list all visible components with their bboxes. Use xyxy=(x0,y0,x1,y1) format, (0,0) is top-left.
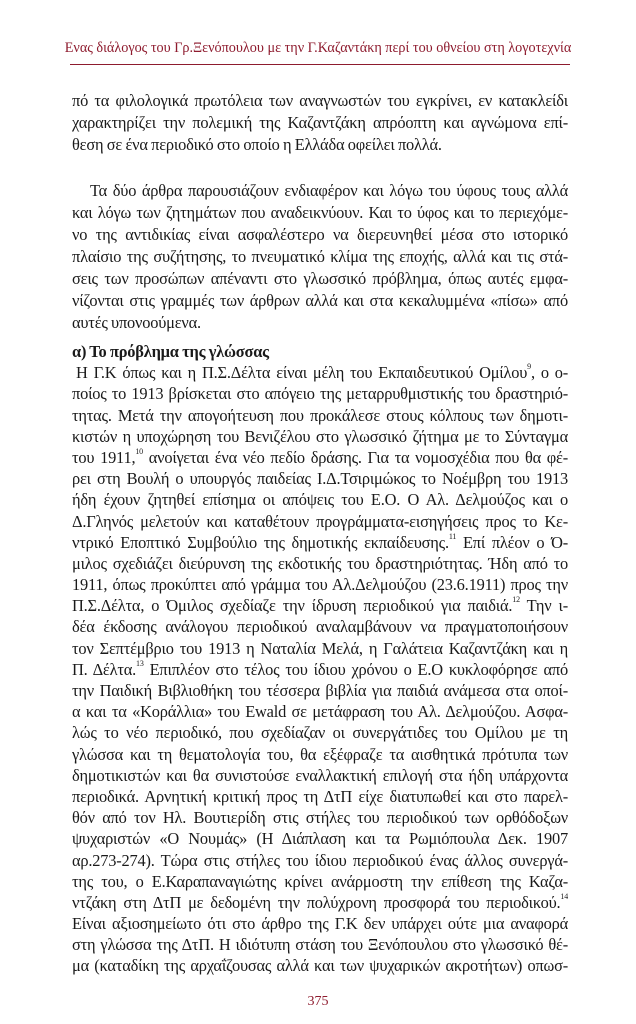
text-run: στη γλώσσα της ΔτΠ. Η ιδιότυπη στάση του Ξενόπουλου στο γλωσσικό θέ- xyxy=(72,935,568,955)
text-line xyxy=(72,744,568,765)
page-number: 375 xyxy=(307,994,329,1009)
text-line xyxy=(72,786,568,807)
text-line xyxy=(72,934,568,955)
text-run: κιστών η υποχώρηση του Βενιζέλου στο γλωσσικό ζήτημα με το Σύνταγμα xyxy=(72,426,568,446)
text-line xyxy=(72,312,568,334)
text-line xyxy=(72,112,568,134)
text-run: θεση σε ένα περιοδικό στο οποίο η Ελλάδα οφείλει πολλά. xyxy=(72,135,442,154)
section-heading: α) Το πρόβλημα της γλώσσας xyxy=(72,342,269,361)
text-run: Π.Σ.Δέλτα, ο Όμιλος σχεδίαζε την ίδρυση περιοδικού για παιδιά. xyxy=(72,596,513,616)
text-line xyxy=(72,90,568,112)
text-run: την Παιδική Βιβλιοθήκη του τέσσερα βιβλία για παιδιά ανάμεσα στα οποί- xyxy=(72,681,568,700)
text-run: ντζάκη στη ΔτΠ με δεδομένη την πολύχρονη προσφορά του περιοδικού. xyxy=(72,892,561,912)
text-line xyxy=(72,447,568,468)
header-rule xyxy=(70,64,570,65)
running-head: Ενας διάλογος του Γρ.Ξενόπουλου με την Γ.Καζαντάκη περί του οθνείου στη λογοτεχνία xyxy=(64,40,572,56)
text-run: Τα δύο άρθρα παρουσιάζουν ενδιαφέρον και λόγω του ύφους τους αλλά xyxy=(90,181,568,200)
text-run: χαρακτηρίζει την πολεμική της Καζαντζάκη απρόοπτη και αγνώμονα επί- xyxy=(72,113,568,132)
text-run: περιοδικά. Αρνητική κριτική προς τη ΔτΠ είχε διατυπωθεί και στο παρελ- xyxy=(72,786,568,806)
text-line xyxy=(72,871,568,892)
footnote-marker: 10 xyxy=(135,446,143,456)
text-line xyxy=(72,511,568,532)
text-line xyxy=(72,489,568,510)
text-run: Είναι αξιοσημείωτο ότι στο άρθρο της Γ.Κ δεν υπάρχει ούτε μια αναφορά xyxy=(72,914,568,934)
text-run: ήδη έχουν ζητηθεί επίσημα οι απόψεις του Ε.Ο. Ο Αλ. Δελμούζος και ο xyxy=(72,490,568,510)
text-line xyxy=(72,680,568,701)
text-run: Επί πλέον ο Ό- xyxy=(456,532,568,552)
text-run: α και τα «Κοράλλια» του Ewald σε μετάφραση του Αλ. Δελμούζου. Ασφα- xyxy=(72,702,568,722)
text-run: δέα έκδοσης ανάλογου περιοδικού αναλαμβάνουν να πραγματοποιήσουν xyxy=(72,617,568,637)
footnote-marker: 12 xyxy=(512,595,520,605)
text-run: , ο ο- xyxy=(530,363,568,383)
text-line xyxy=(72,202,568,224)
text-line xyxy=(72,553,568,574)
text-run: 1911, όπως προκύπτει από γράμμα του Αλ.Δελμούζου (23.6.1911) προς την xyxy=(72,575,568,595)
text-run: αρ.273-274). Τώρα στις στήλες του ίδιου περιοδικού ένας άλλος συνεργά- xyxy=(72,850,568,870)
text-run: νο της αντιδικίας είναι ασφαλέστερο να διερευνηθεί μέσα στο ιστορικό xyxy=(72,225,568,244)
text-line xyxy=(72,701,568,722)
text-run: ντρικό Εποπτικό Συμβούλιο της δημοτικής εκπαίδευσης. xyxy=(72,532,449,552)
text-line xyxy=(72,955,568,976)
text-line xyxy=(72,722,568,743)
text-run: τητας. Μετά την απογοήτευση που προκάλεσε στους κόλπους των δημοτι- xyxy=(72,405,568,425)
text-line xyxy=(72,180,568,202)
text-run: Την ι- xyxy=(519,596,568,616)
text-line xyxy=(72,913,568,934)
text-line xyxy=(72,224,568,246)
text-line xyxy=(72,892,568,913)
text-run: θόν από τον Ηλ. Βουτιερίδη στις στήλες του περιοδικού των ορθόδοξων xyxy=(72,808,568,828)
text-line xyxy=(72,595,568,616)
text-run: Δ.Γληνός μελετούν και καταθέτουν προγράμματα-εισηγήσεις προς το Κε- xyxy=(72,511,568,531)
text-run: ρει στη Βουλή ο υπουργός παιδείας Ι.Δ.Τσιριμώκος το Νοέμβρη του 1913 xyxy=(72,469,568,489)
text-run: νίζονται στις γραμμές των άρθρων αλλά και στα κεκαλυμμένα «πίσω» από xyxy=(72,291,568,310)
paragraph-intro xyxy=(72,180,568,334)
text-run: Π. Δέλτα. xyxy=(72,659,137,679)
text-line xyxy=(72,616,568,637)
text-run: της του, ο Ε.Καραπαναγιώτης κρίνει ανάρμοστη την επίθεση της Καζα- xyxy=(72,871,568,891)
text-line xyxy=(72,638,568,659)
text-line xyxy=(72,850,568,871)
paragraph-continuation xyxy=(72,90,568,156)
text-run: Η Γ.Κ όπως και η Π.Σ.Δέλτα είναι μέλη του Εκπαιδευτικού Ομίλου xyxy=(76,363,528,383)
text-line xyxy=(72,574,568,595)
text-run: Επιπλέον στο τέλος του ίδιου χρόνου ο Ε.Ο κυκλοφόρησε από xyxy=(143,659,568,679)
footnote-marker: 11 xyxy=(448,531,457,541)
text-line xyxy=(72,246,568,268)
text-run: λώς το νέο περιοδικό, που σχεδίαζαν οι συνεργάτιδες του Ομίλου με τη xyxy=(72,723,568,743)
text-line xyxy=(72,290,568,312)
text-run: ψυχαριστών «Ο Νουμάς» (Η Διάπλαση και τα Ρωμιόπουλα Δεκ. 1907 xyxy=(72,829,568,849)
text-run: αυτές υπονοούμενα. xyxy=(72,313,201,332)
text-run: και λόγω των ζητημάτων που αναδεικνύουν. Και το ύφος και το περιεχόμε- xyxy=(72,203,568,222)
text-line xyxy=(72,765,568,786)
text-line xyxy=(72,362,568,383)
text-run: του 1911, xyxy=(72,447,136,467)
text-run: πλαίσιο της συζήτησης, το πνευματικό κλίμα της εποχής, αλλά και τις στά- xyxy=(72,247,568,266)
text-run: μιλος σχεδιάζει διεύρυνση της εκδοτικής του δραστηριότητας. Ήδη από το xyxy=(72,553,568,573)
text-run: σεις των προσώπων απέναντι στο γλωσσικό πρόβλημα, όπως αυτές εμφα- xyxy=(72,269,568,288)
text-run: γλώσσα και τη θεματολογία του, θα εξέφραζε τα αισθητικά πρότυπα των xyxy=(72,744,568,764)
footnote-marker: 9 xyxy=(527,362,531,372)
text-line xyxy=(72,405,568,426)
text-line xyxy=(72,468,568,489)
text-line xyxy=(72,532,568,553)
text-run: ποίος το 1913 βρίσκεται στο απόγειο της μεταρρυθμιστικής του δραστηριό- xyxy=(72,384,568,404)
footnote-marker: 14 xyxy=(560,891,568,901)
text-line xyxy=(72,426,568,447)
text-line xyxy=(72,807,568,828)
text-run: ανοίγεται ένα νέο πεδίο δράσης. Για τα νομοσχέδια που θα φέ- xyxy=(142,447,568,467)
text-run: δημοτικιστών και θα συνιστούσε εναλλακτική επιλογή στα ήδη υπάρχοντα xyxy=(72,765,568,785)
text-line xyxy=(72,828,568,849)
text-run: μα (καταδίκη της αρχαΐζουσας αλλά και των ψυχαρικών ακροτήτων) οπωσ- xyxy=(72,956,568,976)
text-line xyxy=(72,383,568,404)
text-run: τον Σεπτέμβριο του 1913 η Ναταλία Μελά, η Γαλάτεια Καζαντζάκη και η xyxy=(72,638,568,658)
text-run: πό τα φιλολογικά πρωτόλεια των αναγνωστών του εγκρίνει, εν κατακλείδι xyxy=(72,91,568,110)
text-line xyxy=(72,659,568,680)
text-line xyxy=(72,268,568,290)
section-language-problem xyxy=(72,341,568,977)
footnote-marker: 13 xyxy=(136,658,144,668)
text-line xyxy=(72,134,568,156)
